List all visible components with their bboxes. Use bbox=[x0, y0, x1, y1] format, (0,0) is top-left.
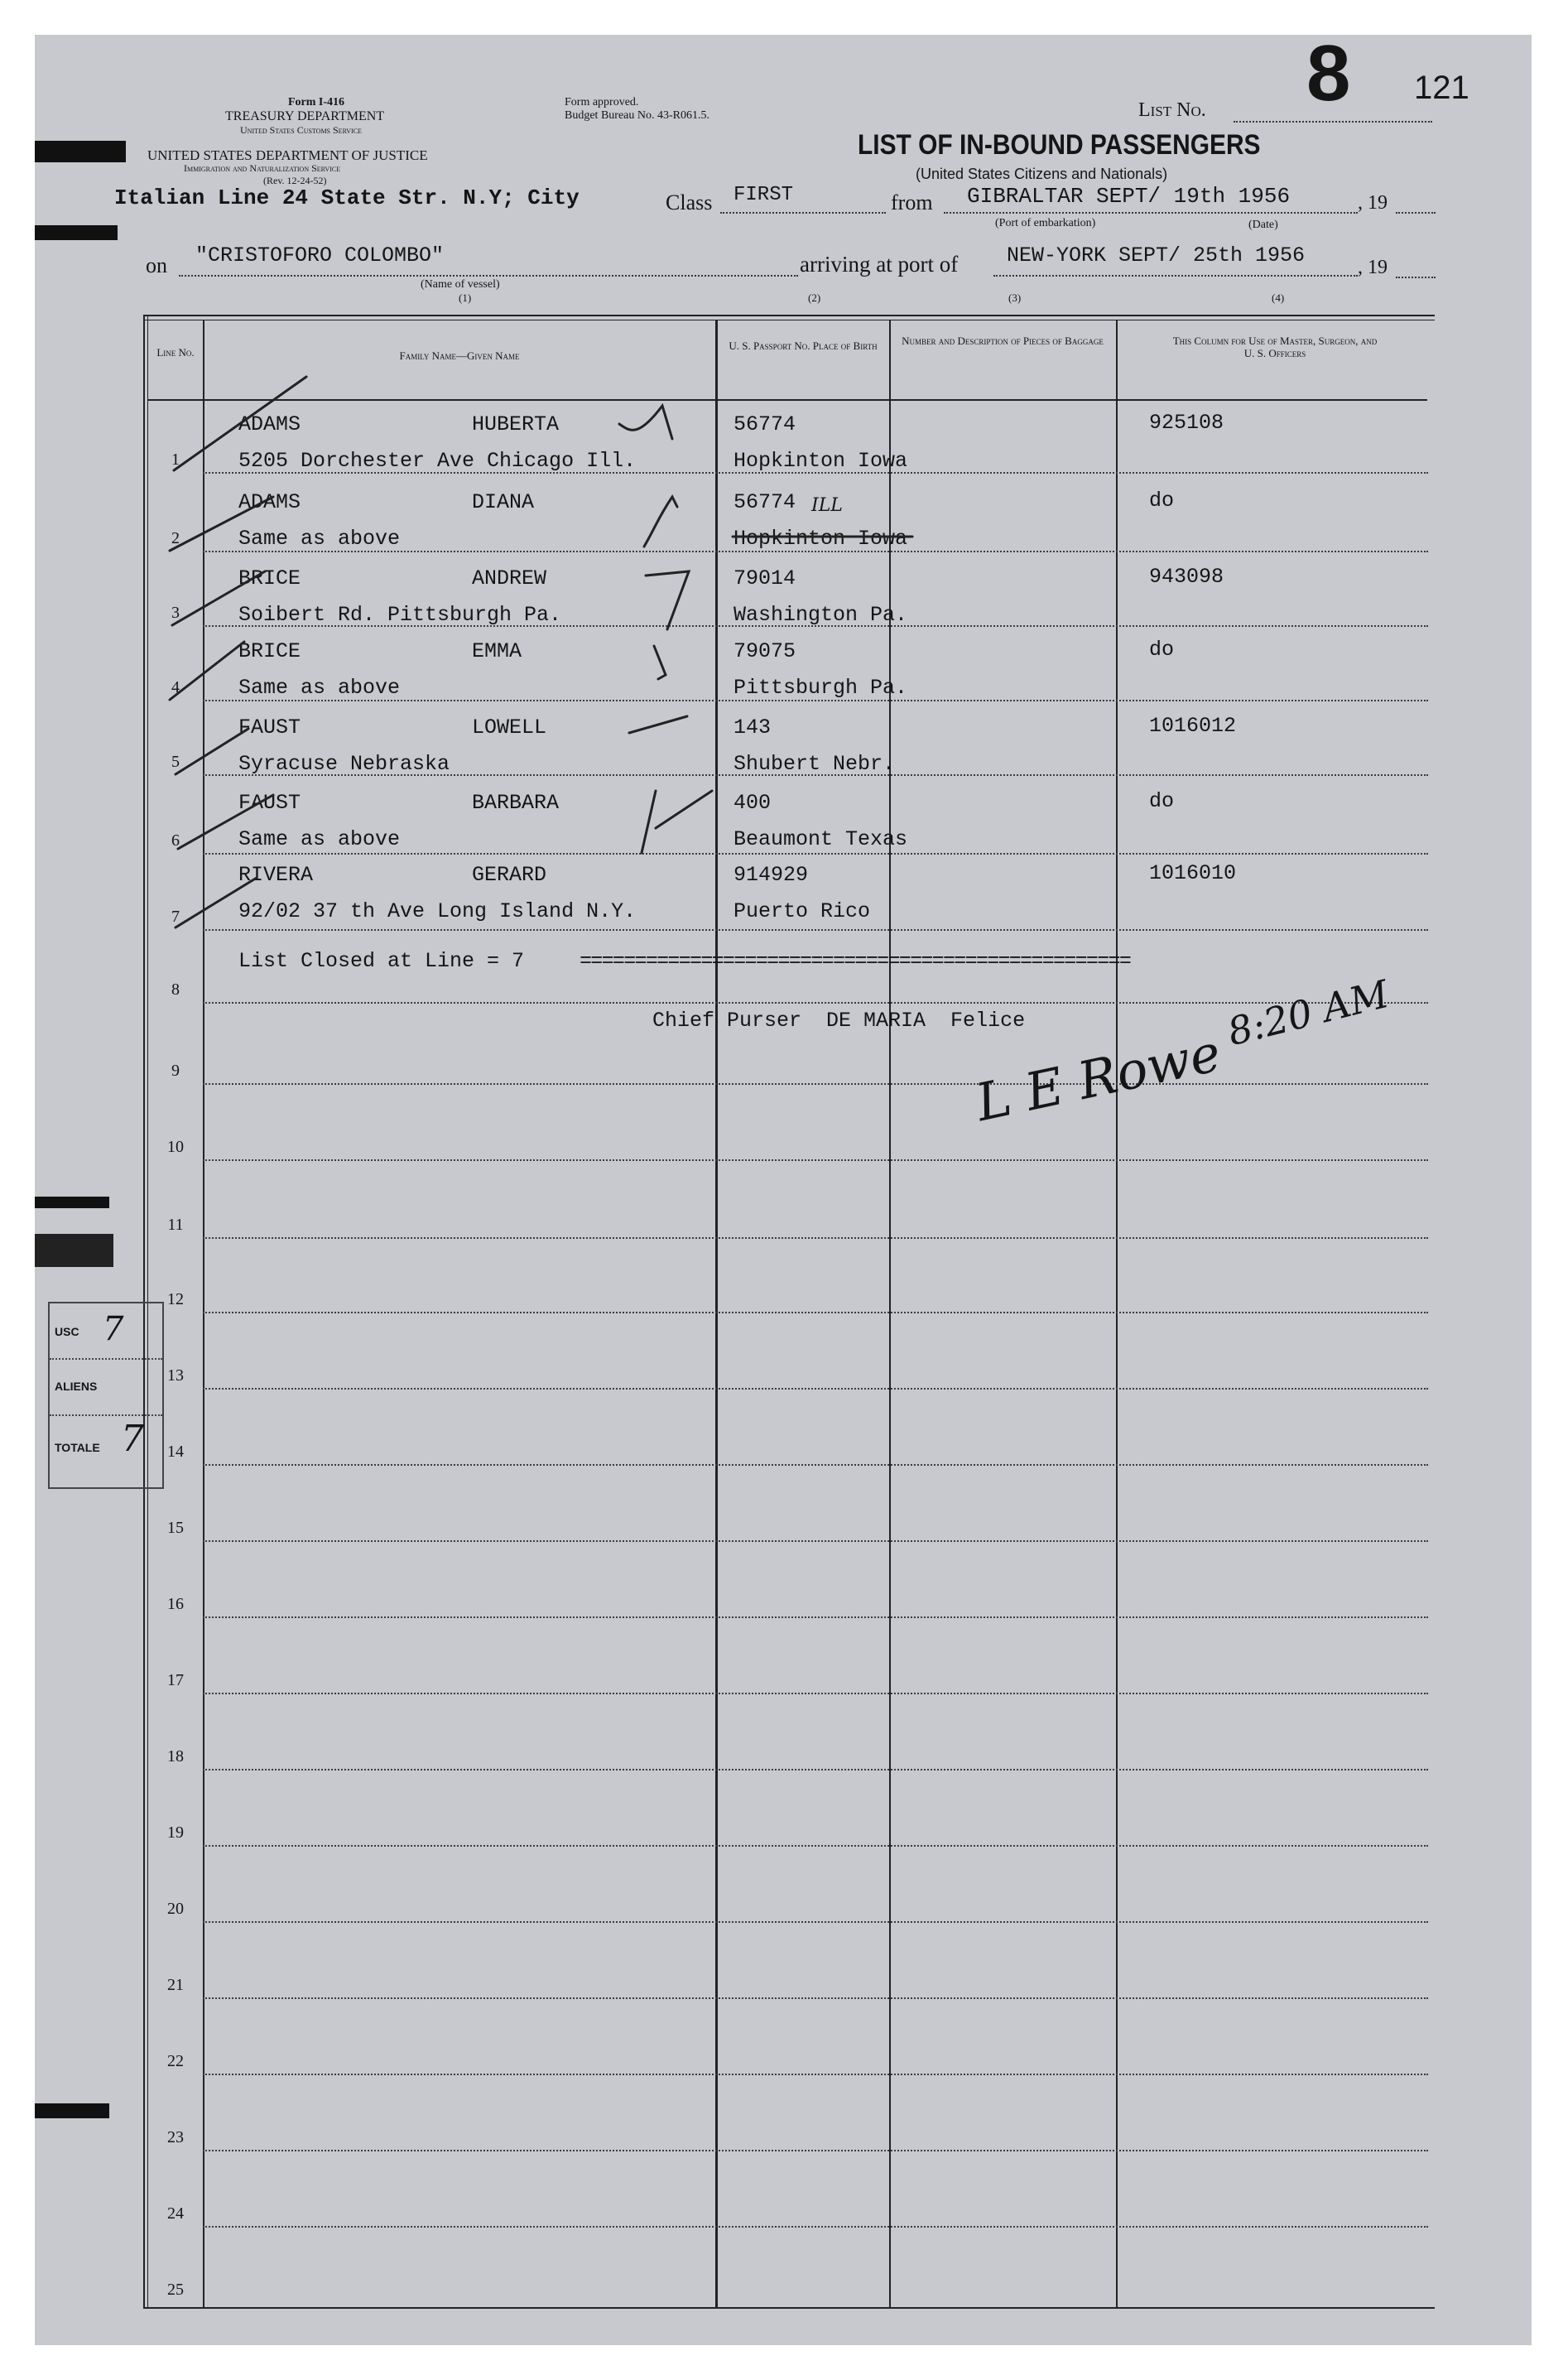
tick-icon bbox=[619, 406, 672, 439]
year-suffix-2: , 19 bbox=[1358, 257, 1388, 278]
address: Same as above bbox=[238, 676, 401, 700]
chief-purser: Chief Purser DE MARIA Felice bbox=[652, 1009, 1026, 1033]
from-label: from bbox=[891, 190, 933, 214]
checkmark-icon bbox=[176, 878, 257, 927]
line-number: 20 bbox=[167, 1900, 184, 1918]
class-label: Class bbox=[666, 190, 713, 214]
checkmark-icon bbox=[170, 642, 244, 700]
line-number: 18 bbox=[167, 1747, 184, 1766]
date-caption: (Date) bbox=[1248, 219, 1278, 231]
line-number: 8 bbox=[171, 980, 180, 999]
tick-icon bbox=[646, 571, 689, 629]
line-number: 5 bbox=[171, 753, 180, 771]
officer-note: do bbox=[1149, 638, 1175, 662]
family-name: ADAMS bbox=[238, 412, 301, 436]
list-no-label: List No. bbox=[1138, 99, 1206, 121]
year-suffix-1: , 19 bbox=[1358, 192, 1388, 214]
column-header-officers: This Column for Use of Master, Surgeon, and U. S. Officers bbox=[1172, 335, 1378, 359]
shipping-agent: Italian Line 24 State Str. N.Y; City bbox=[114, 185, 580, 210]
column-number-3: (3) bbox=[1008, 291, 1022, 304]
officer-note: 925108 bbox=[1149, 411, 1224, 435]
port-of-embarkation-caption: (Port of embarkation) bbox=[995, 217, 1096, 229]
place-of-birth: Washington Pa. bbox=[733, 603, 908, 627]
list-closed-note: List Closed at Line = 7 bbox=[238, 949, 525, 973]
passport-number: 56774 bbox=[733, 412, 796, 436]
line-number: 3 bbox=[171, 604, 180, 622]
form-id: Form I-416 bbox=[288, 96, 345, 108]
checkmark-icon bbox=[178, 795, 273, 849]
place-of-birth: Hopkinton Iowa bbox=[733, 527, 908, 551]
class-value: FIRST bbox=[733, 184, 794, 206]
on-label: on bbox=[146, 253, 167, 277]
line-number: 10 bbox=[167, 1138, 184, 1156]
tick-icon bbox=[629, 716, 687, 733]
tick-icon bbox=[654, 646, 666, 679]
line-number: 6 bbox=[171, 831, 180, 850]
given-name: GERARD bbox=[472, 863, 547, 887]
line-number: 7 bbox=[171, 908, 180, 926]
line-number: 22 bbox=[167, 2052, 184, 2070]
line-number: 1 bbox=[171, 450, 180, 469]
column-header-baggage: Number and Description of Pieces of Baggage bbox=[902, 335, 1104, 347]
stamp-totale-value: 7 bbox=[121, 1418, 144, 1460]
line-number: 4 bbox=[171, 678, 180, 696]
line-number: 13 bbox=[167, 1366, 184, 1385]
page-subtitle: (United States Citizens and Nationals) bbox=[916, 166, 1168, 182]
embarkation-value: GIBRALTAR SEPT/ 19th 1956 bbox=[967, 184, 1291, 209]
officer-note: 1016012 bbox=[1149, 714, 1237, 738]
count-stamp bbox=[48, 1302, 164, 1489]
line-number: 14 bbox=[167, 1443, 184, 1461]
given-name: HUBERTA bbox=[472, 412, 560, 436]
checkmark-icon bbox=[176, 729, 248, 774]
line-number: 24 bbox=[167, 2204, 184, 2223]
tick-icon bbox=[644, 497, 677, 547]
given-name: ANDREW bbox=[472, 566, 547, 590]
line-number: 23 bbox=[167, 2128, 184, 2146]
place-of-birth: Puerto Rico bbox=[733, 899, 871, 923]
passport-number: 400 bbox=[733, 791, 772, 815]
vessel-name: "CRISTOFORO COLOMBO" bbox=[195, 243, 445, 267]
passport-number: 79014 bbox=[733, 566, 796, 590]
line-number: 15 bbox=[167, 1519, 184, 1537]
treasury-department: TREASURY DEPARTMENT bbox=[225, 109, 385, 123]
page-title: LIST OF IN-BOUND PASSENGERS bbox=[858, 129, 1261, 161]
stamp-totale-label: TOTALE bbox=[55, 1441, 100, 1454]
passport-number: 79075 bbox=[733, 639, 796, 663]
line-number: 19 bbox=[167, 1823, 184, 1842]
checkmark-icon bbox=[170, 497, 273, 551]
given-name: BARBARA bbox=[472, 791, 560, 815]
line-number: 12 bbox=[167, 1290, 184, 1308]
address: Same as above bbox=[238, 827, 401, 851]
address: Syracuse Nebraska bbox=[238, 752, 450, 776]
line-number: 17 bbox=[167, 1671, 184, 1689]
customs-service: United States Customs Service bbox=[240, 124, 362, 136]
line-number: 16 bbox=[167, 1595, 184, 1613]
arrival-port-value: NEW-YORK SEPT/ 25th 1956 bbox=[1007, 243, 1306, 267]
stamp-aliens-label: ALIENS bbox=[55, 1380, 98, 1393]
form-revision: (Rev. 12-24-52) bbox=[263, 175, 327, 186]
family-name: BRICE bbox=[238, 566, 301, 590]
handwritten-signature: L E Rowe bbox=[970, 1022, 1226, 1134]
line-number: 9 bbox=[171, 1062, 180, 1080]
passport-number: 143 bbox=[733, 715, 772, 739]
line-number: 11 bbox=[167, 1216, 184, 1234]
column-header-name: Family Name—Given Name bbox=[399, 349, 520, 362]
checkmark-icon bbox=[172, 571, 265, 625]
form-approved: Form approved. bbox=[565, 96, 639, 108]
place-of-birth: Pittsburgh Pa. bbox=[733, 676, 908, 700]
handwritten-time: 8:20 AM bbox=[1223, 971, 1393, 1055]
family-name: ADAMS bbox=[238, 490, 301, 514]
line-number: 2 bbox=[171, 529, 180, 547]
address: 92/02 37 th Ave Long Island N.Y. bbox=[238, 899, 637, 923]
address: Same as above bbox=[238, 527, 401, 551]
department-of-justice: UNITED STATES DEPARTMENT OF JUSTICE bbox=[147, 147, 428, 163]
family-name: BRICE bbox=[238, 639, 301, 663]
family-name: FAUST bbox=[238, 791, 301, 815]
list-number: 8 bbox=[1306, 29, 1351, 118]
column-number-4: (4) bbox=[1272, 291, 1285, 304]
stamp-usc-value: 7 bbox=[103, 1310, 124, 1348]
officer-note: 1016010 bbox=[1149, 861, 1237, 885]
column-header-passport: U. S. Passport No. Place of Birth bbox=[729, 340, 878, 352]
budget-bureau: Budget Bureau No. 43-R061.5. bbox=[565, 109, 709, 122]
officer-note: do bbox=[1149, 489, 1175, 513]
passport-number: 56774 bbox=[733, 490, 796, 514]
column-number-2: (2) bbox=[808, 291, 821, 304]
family-name: FAUST bbox=[238, 715, 301, 739]
handwritten-annotation: ILL bbox=[811, 495, 843, 516]
given-name: EMMA bbox=[472, 639, 522, 663]
line-number: 25 bbox=[167, 2281, 184, 2299]
stamp-usc-label: USC bbox=[55, 1325, 79, 1338]
column-number-1: (1) bbox=[459, 291, 472, 304]
officer-note: do bbox=[1149, 789, 1175, 813]
family-name: RIVERA bbox=[238, 863, 314, 887]
place-of-birth: Beaumont Texas bbox=[733, 827, 908, 851]
address: Soibert Rd. Pittsburgh Pa. bbox=[238, 603, 562, 627]
name-of-vessel-caption: (Name of vessel) bbox=[421, 278, 500, 291]
passport-number: 914929 bbox=[733, 863, 809, 887]
given-name: LOWELL bbox=[472, 715, 547, 739]
arriving-label: arriving at port of bbox=[800, 252, 959, 277]
immigration-service: Immigration and Naturalization Service bbox=[184, 162, 341, 174]
list-closed-fill: ================================================== bbox=[580, 949, 1131, 973]
page-number: 121 bbox=[1414, 70, 1469, 106]
given-name: DIANA bbox=[472, 490, 535, 514]
tick-icon bbox=[642, 791, 712, 853]
address: 5205 Dorchester Ave Chicago Ill. bbox=[238, 449, 637, 473]
column-header-line-no: Line No. bbox=[156, 346, 195, 359]
place-of-birth: Hopkinton Iowa bbox=[733, 449, 908, 473]
checkmark-icon bbox=[174, 377, 306, 470]
line-number: 21 bbox=[167, 1976, 184, 1994]
officer-note: 943098 bbox=[1149, 565, 1224, 589]
place-of-birth: Shubert Nebr. bbox=[733, 752, 896, 776]
